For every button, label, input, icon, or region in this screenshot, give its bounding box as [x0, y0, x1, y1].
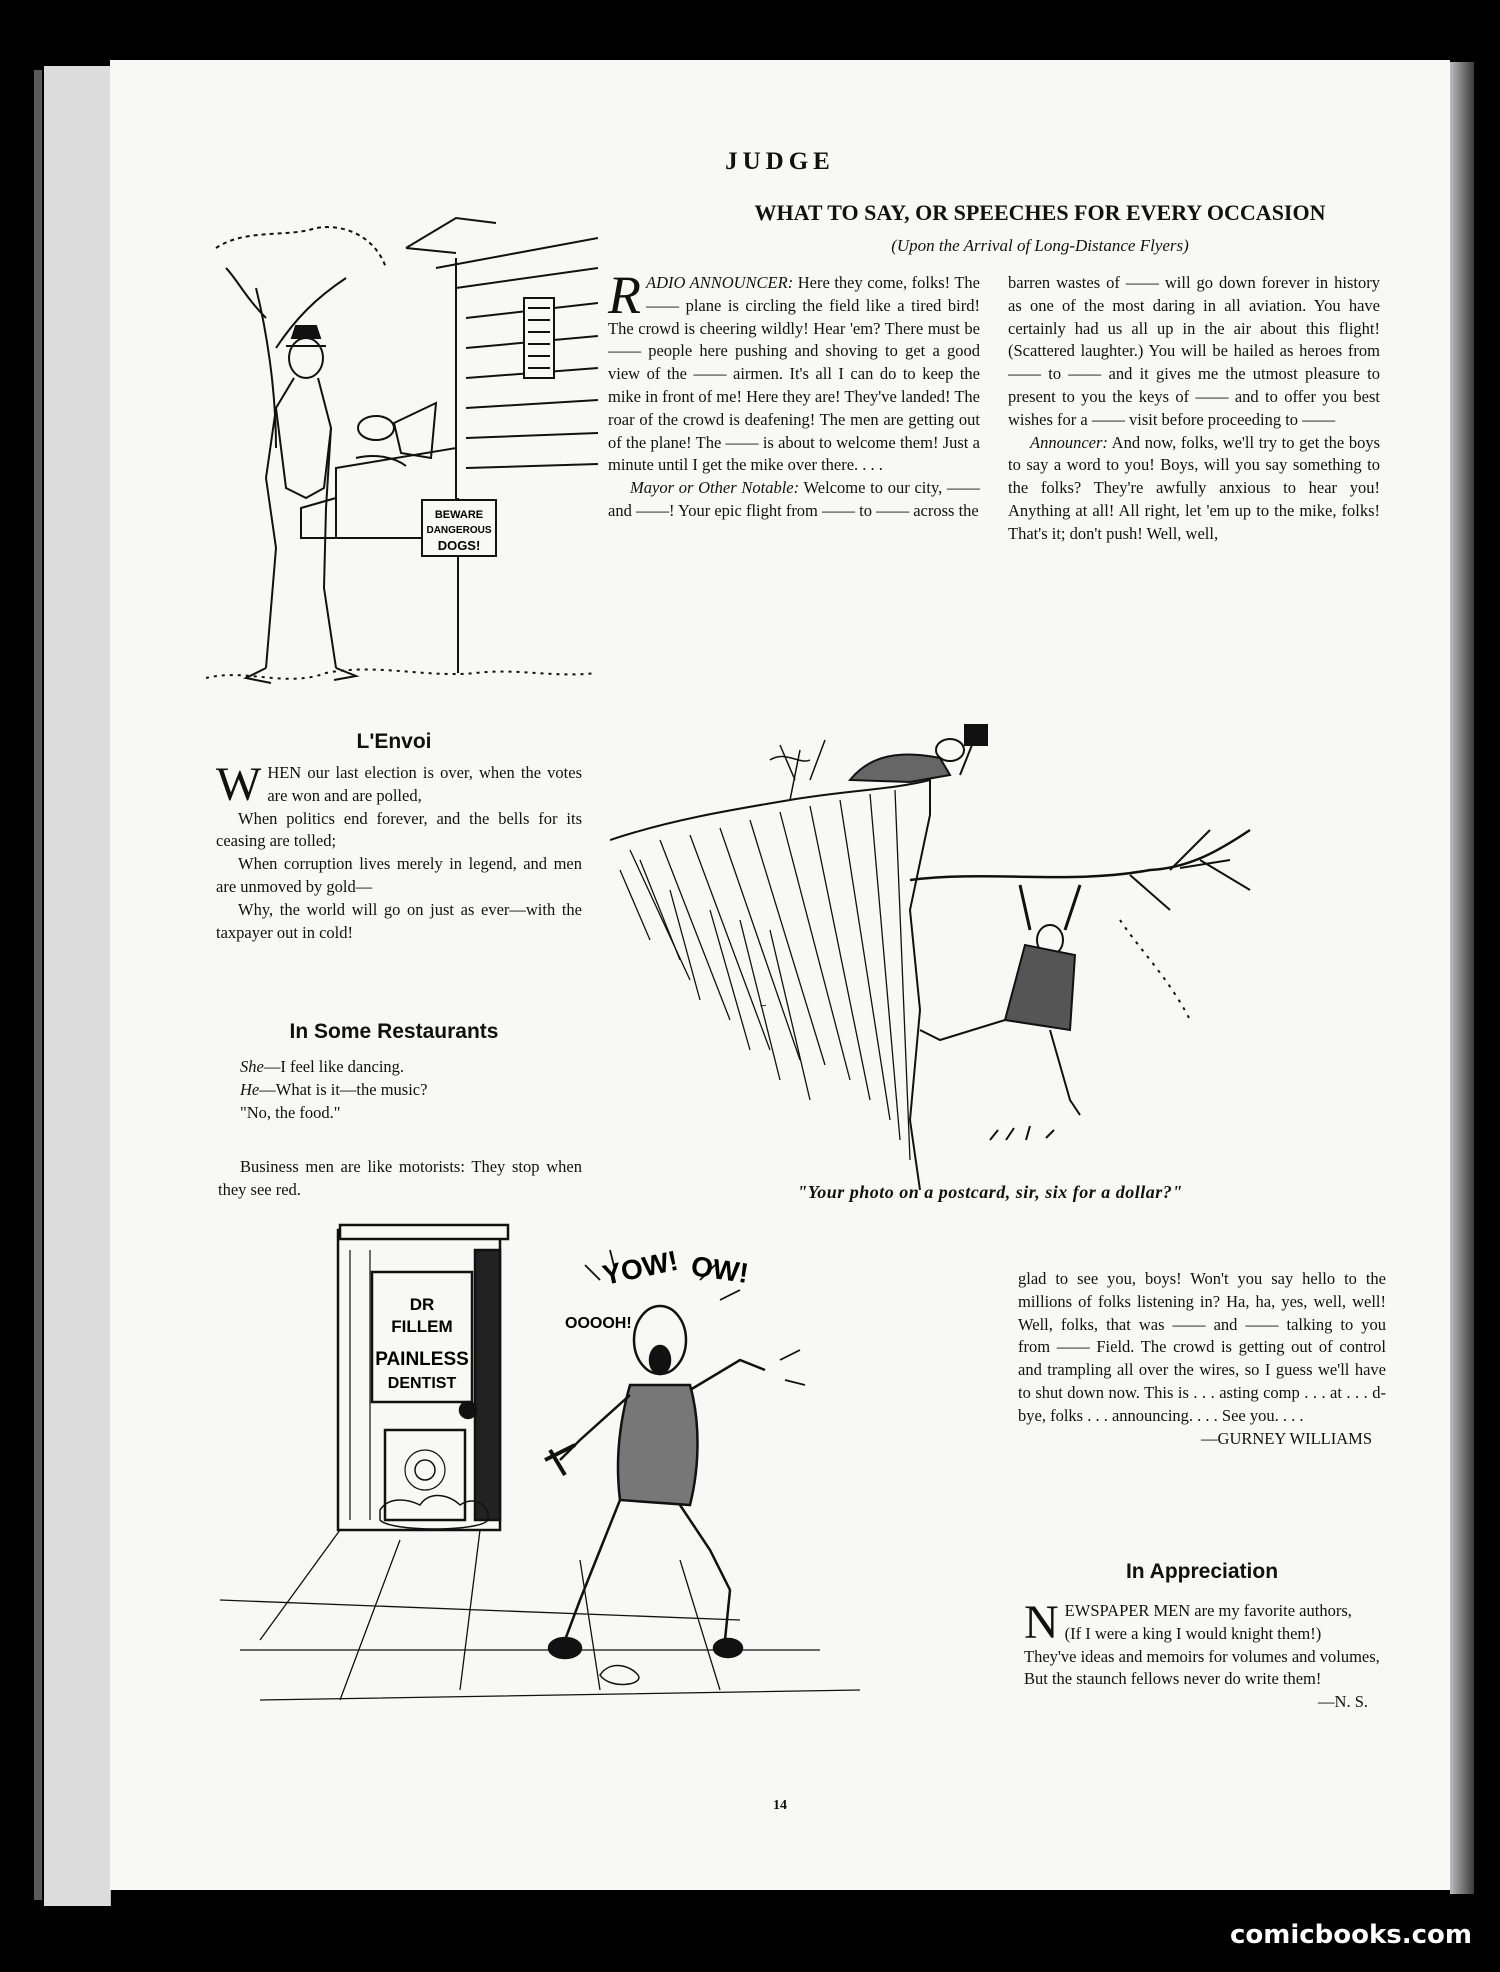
appreciation-heading: In Appreciation: [1125, 1560, 1279, 1583]
lenvoi-line-2: When politics end forever, and the bells for its ceasing are tolled;: [216, 808, 582, 851]
appreciation-line-1: are my favorite authors,: [1190, 1601, 1352, 1620]
lenvoi-line-4: Why, the world will go on just as ever—with the taxpayer out in cold!: [216, 899, 582, 942]
yell-yow: YOW!: [599, 1244, 681, 1291]
article-dropcap: R: [608, 265, 641, 325]
appreciation-line-2: (If I were a king I would knight them!): [1064, 1623, 1322, 1643]
article-col3-text: glad to see you, boys! Won't you say hello to the millions of folks listening in? Ha, ha, yes, well, well! Well, folks, that was —— and —— talking to you from —— Field. The crowd is getting out of control and trampling all over the wires, so I guess we'll have to shut down now. This is . . . asting comp . . . at . . . d-bye, folks . . . announcing. . . . See you. . . .: [1018, 1269, 1386, 1425]
gutter-shadow: [1450, 62, 1474, 1894]
restaurants-heading: In Some Restaurants: [289, 1020, 499, 1043]
article-byline: —GURNEY WILLIAMS: [1201, 1428, 1372, 1448]
appreciation-dropcap: N: [1024, 1596, 1059, 1649]
door-text-dentist: DENTIST: [387, 1375, 457, 1392]
article-col2-para2: And now, folks, we'll try to get the boys to say a word to you! Boys, will you say something to the folks? They're awfully anxious to hear you! Anything at all! All right, let 'em up to the mike, folks! That's it; don't push! Well, well,: [1008, 432, 1380, 543]
motorists-joke: [218, 1156, 582, 1202]
magazine-page: [110, 60, 1450, 1890]
lenvoi-line-1: our last election is over, when the votes are won and are polled,: [267, 763, 582, 805]
he-label: He: [240, 1079, 260, 1099]
sign-text-1: BEWARE: [434, 509, 484, 521]
page-number: 14: [773, 1798, 787, 1813]
restaurants-dialogue: [240, 1056, 580, 1124]
motorists-text: Business men are like motorists: They stop when they see red.: [218, 1157, 582, 1199]
article-column-3: [1018, 1268, 1386, 1450]
article-col2-para1: barren wastes of —— will go down forever in history as one of the most daring in all aviation. You have certainly had us all up in the air about this flight! (Scattered laughter.) You will be hailed as heroes from —— to —— and it gives me the utmost pleasure to present to you the keys of —— and to offer you best wishes for a —— visit before proceeding to ——: [1008, 273, 1380, 429]
article-title: WHAT TO SAY, OR SPEECHES FOR EVERY OCCASION: [754, 200, 1326, 225]
appreciation-signature: —N. S.: [1318, 1692, 1368, 1712]
he-line: —What is it—the music?: [259, 1079, 428, 1099]
door-text-fillem: FILLEM: [391, 1317, 453, 1336]
article-subtitle: (Upon the Arrival of Long-Distance Flyers): [891, 236, 1189, 255]
moan-ooooh: OOOOH!: [565, 1315, 632, 1332]
door-text-painless: PAINLESS: [375, 1349, 469, 1370]
appreciation-poem: [1024, 1596, 1388, 1714]
cartoon-cliff-photographer: [610, 720, 1450, 1190]
appreciation-line-4: But the staunch fellows never do write them!: [1024, 1669, 1322, 1689]
page-edge: [44, 66, 111, 1906]
artist-signature-2: ~: [758, 998, 768, 1013]
masthead: JUDGE: [725, 148, 835, 175]
lenvoi-first-word: HEN: [267, 763, 302, 782]
article-col1-para1: Here they come, folks! The —— plane is circling the field like a tired bird! The crowd is cheering wildly! Hear 'em? There must be —— people here pushing and shoving to get a good view of the —— airmen. It's all I can do to keep the mike in front of me! Here they are! They've landed! The roar of the crowd is deafening! The men are getting out of the plane! The —— is about to welcome them! Just a minute until I get the mike over there. . . .: [608, 273, 980, 475]
sign-text-3: DOGS!: [437, 538, 481, 553]
article-col1-para2: Welcome to our city, —— and ——! Your epic flight from —— to —— across the: [608, 478, 980, 520]
yell-ow: OW!: [689, 1250, 751, 1289]
cartoon-dog-house-illustration: [206, 208, 598, 748]
speaker-mayor: Mayor or Other Notable:: [630, 478, 800, 498]
article-column-2: [1008, 272, 1380, 546]
lenvoi-dropcap: W: [216, 758, 262, 811]
she-line: —I feel like dancing.: [263, 1057, 405, 1076]
sign-text-2: DANGEROUS: [426, 525, 492, 536]
she-label: She: [240, 1057, 264, 1076]
lenvoi-line-3: When corruption lives merely in legend, and men are unmoved by gold—: [216, 854, 582, 896]
appreciation-first-word: EWSPAPER MEN: [1064, 1601, 1191, 1620]
article-column-1: [608, 265, 980, 523]
lenvoi-poem: [216, 758, 582, 944]
speaker-announcer: Announcer:: [1030, 432, 1108, 452]
cartoon-painless-dentist: [220, 1220, 870, 1780]
binding-strip: [34, 70, 42, 1900]
door-text-dr: DR: [409, 1295, 435, 1314]
speaker-radio-announcer: ADIO ANNOUNCER:: [646, 273, 794, 292]
cartoon-caption: "Your photo on a postcard, sir, six for a dollar?": [797, 1182, 1183, 1202]
watermark: comicbooks.com: [1229, 1920, 1472, 1950]
food-reply: "No, the food.": [240, 1102, 341, 1122]
appreciation-line-3: They've ideas and memoirs for volumes and volumes,: [1024, 1646, 1380, 1666]
lenvoi-heading: L'Envoi: [356, 730, 432, 753]
